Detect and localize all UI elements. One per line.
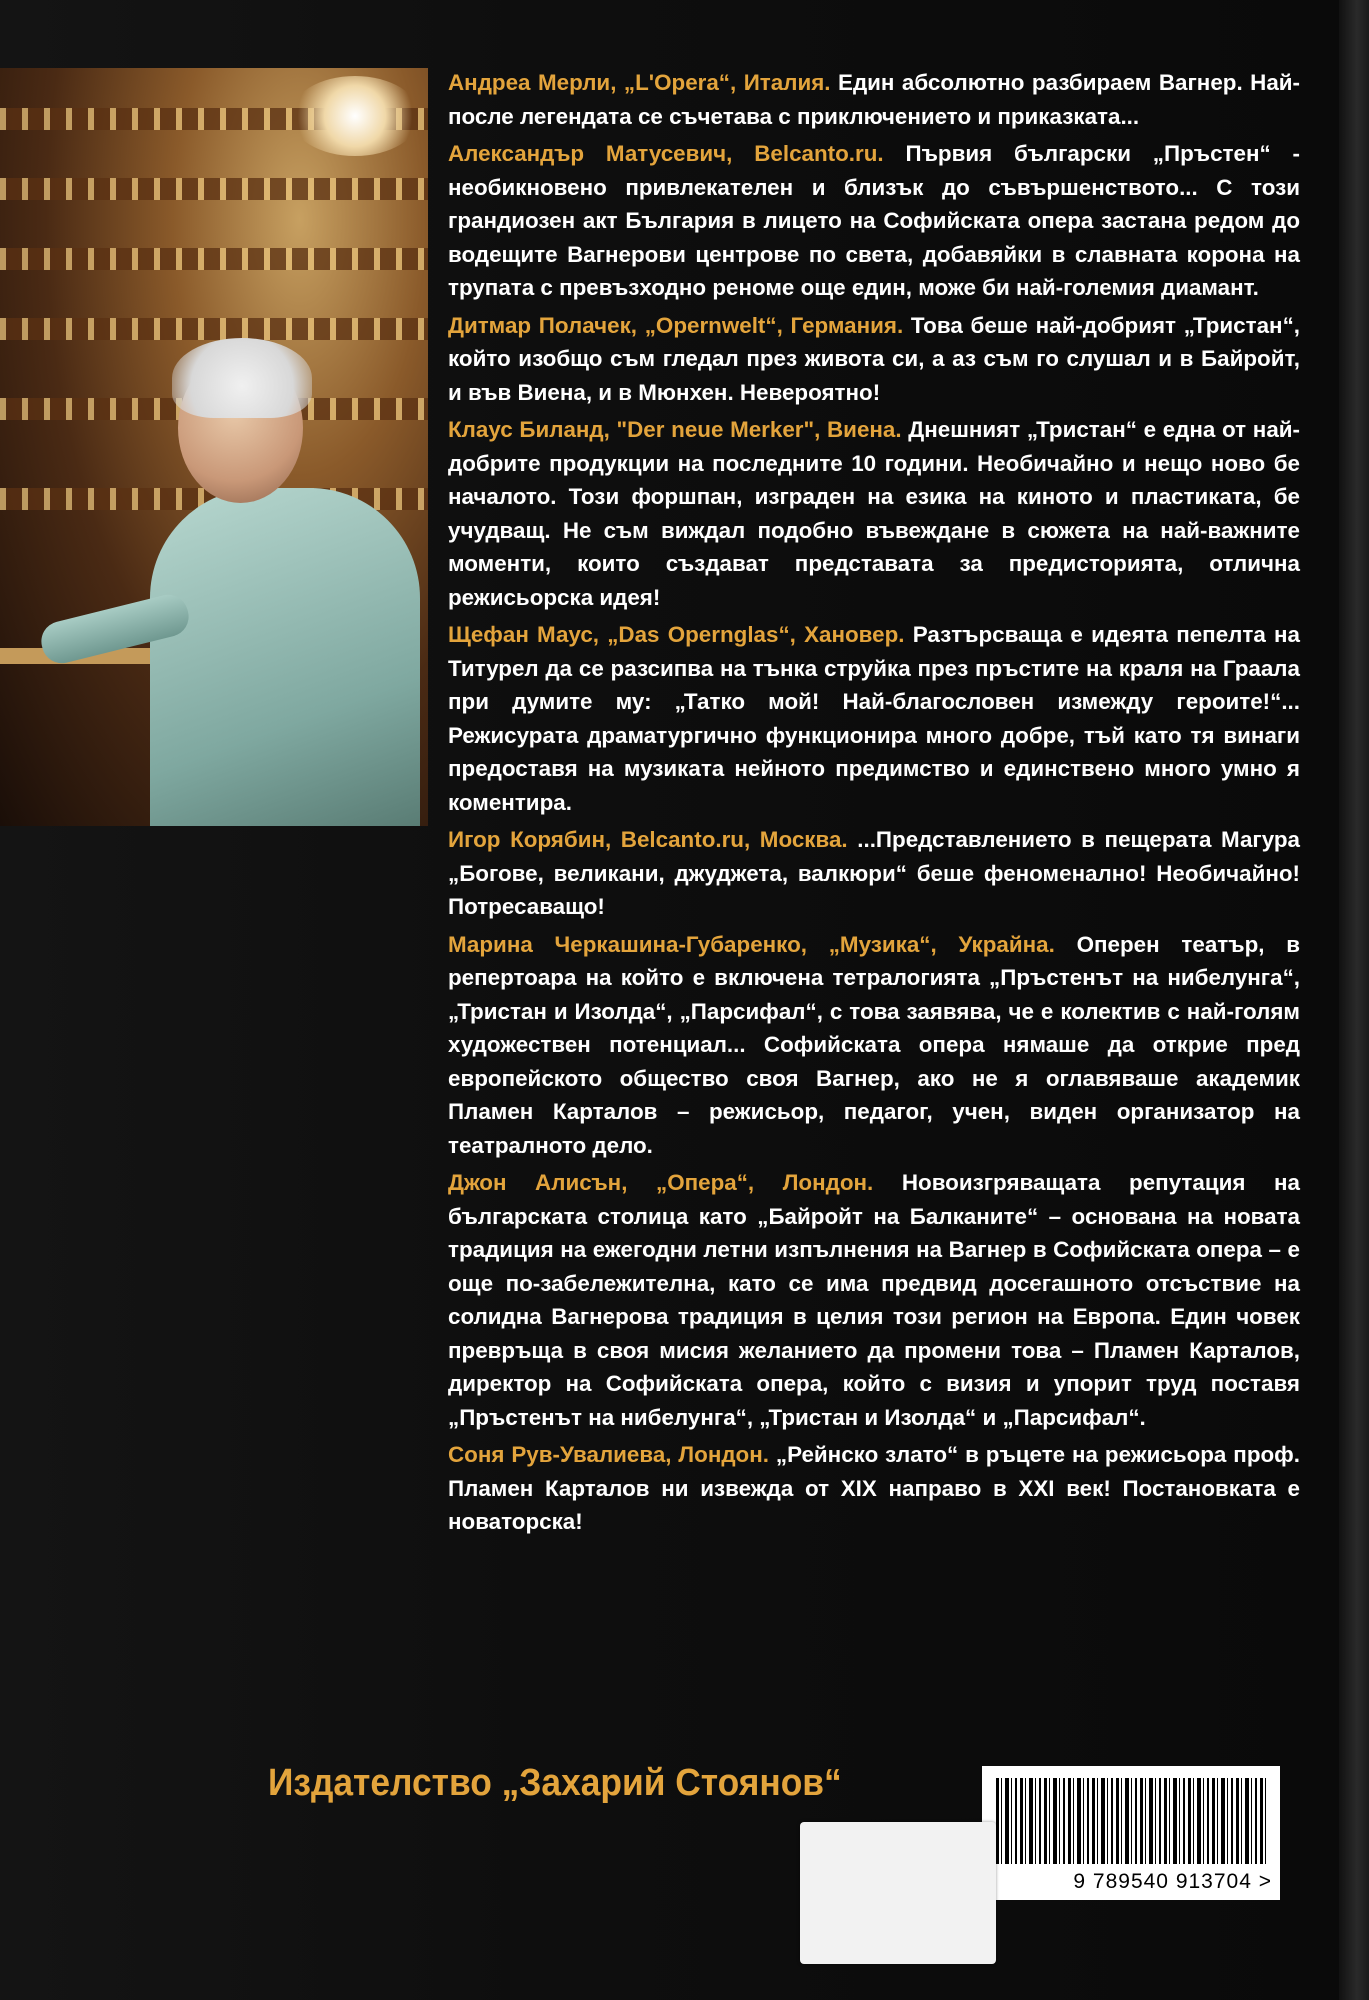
review-source: Марина Черкашина-Губаренко, „Музика“, Украйна. [448,931,1055,957]
review-item [448,928,1300,1163]
review-text: Разтърсваща е идеята пепелта на Титурел да се разсипва на тънка струйка през пръстите на краля на Граала при думите му: „Татко мой! Най-благословен измежду героите!“... Режисурата драматургично функционира много добре, тъй като тя винаги предоставя на музиката нейното предимство и единствено много умно я коментира. [448,622,1300,815]
review-item [448,1166,1300,1434]
theatre-balcony [0,318,428,340]
review-source: Андреа Мерли, „L'Opera“, Италия. [448,70,831,95]
review-source: Клаус Биланд, "Der neue Merker", Виена. [448,417,902,442]
theatre-balcony [0,248,428,270]
chandelier [290,76,420,156]
review-source: Джон Алисън, „Опера“, Лондон. [448,1170,874,1195]
review-item [448,309,1300,410]
review-text: ...Представлението в пещерата Магура „Богове, великани, джуджета, валкюри“ беше феноменално! Необичайно! Потресаващо! [448,827,1301,919]
publisher-name: Издателство „Захарий Стоянов“ [268,1762,842,1804]
review-text: Новоизгряващата репутация на българската столица като „Байройт на Балканите“ – основана на новата традиция на ежегодни летни изпълнения на Вагнер в Софийската опера – е още по-забележителна, като се има предвид досегашното отсъствие на солидна Вагнерова традиция в целия този регион на Европа. Един човек превръща в своя мисия желанието да промени това – Пламен Карталов, директор на Софийската опера, който с визия и упорит труд поставя „Пръстенът на нибелунга“, „Тристан и Изолда“ и „Парсифал“. [448,1170,1300,1430]
person-hair [172,338,312,418]
review-item [448,823,1300,924]
review-item [448,413,1300,614]
review-item [448,1438,1300,1539]
isbn-barcode [982,1766,1280,1900]
review-text: Това беше най-добрият „Тристан“, който изобщо съм гледал през живота си, а аз съм го слушал и в Байройт, и във Виена, и в Мюнхен. Невероятно! [448,312,1300,405]
review-source: Игор Корябин, Belcanto.ru, Москва. [448,827,848,852]
review-text: „Рейнско злато“ в ръцете на режисьора проф. Пламен Карталов ни извежда от XIX направо в XXI век! Постановката е новаторска! [448,1442,1300,1534]
author-photo [0,68,428,826]
review-text: Днешният „Тристан“ е една от най-добрите продукции на последните 10 години. Необичайно и нещо ново бе началото. Този форшпан, изграден на езика на киното и пластиката, бе учудващ. Не съм виждал подобно въвеждане в сюжета на най-важните моменти, които създават представата за предисторията, отлична режисьорска идея! [448,417,1300,610]
review-source: Щефан Маус, „Das Opernglas“, Хановер. [448,622,905,647]
review-text: Оперен театър, в репертоара на който е включена тетралогията „Пръстенът на нибелунга“, „Тристан и Изолда“, „Парсифал“, с това заявява, че е колектив с най-голям художествен потенциал... Софийската опера нямаше да открие пред европейското общество своя Вагнер, ако не я оглавяваше академик Пламен Карталов – режисьор, педагог, учен, виден организатор на театралното дело. [448,931,1300,1158]
review-text: Първия български „Пръстен“ - необикновено привлекателен и близък до съвършенството... С този грандиозен акт България в лицето на Софийската опера застана редом до водещите Вагнерови центрове по света, добавяйки в славната корона на трупата с превъзходно реноме още един, може би най-големия диамант. [448,141,1300,300]
price-sticker [800,1822,996,1964]
review-item [448,618,1300,819]
review-source: Александър Матусевич, Belcanto.ru. [448,141,884,166]
review-source: Соня Рув-Увалиева, Лондон. [448,1442,769,1467]
review-item [448,137,1300,305]
person-figure [150,488,420,826]
cover-edge [1339,0,1369,2000]
press-reviews [448,66,1300,1543]
barcode-digits: 9 789540 913704 > [1073,1870,1272,1893]
barcode-bars [996,1778,1266,1864]
review-item [448,66,1300,133]
review-text: Един абсолютно разбираем Вагнер. Най-после легендата се съчетава с приключението и приказката... [448,70,1301,129]
theatre-balcony [0,178,428,200]
review-source: Дитмар Полачек, „Opernwelt“, Германия. [448,312,904,338]
